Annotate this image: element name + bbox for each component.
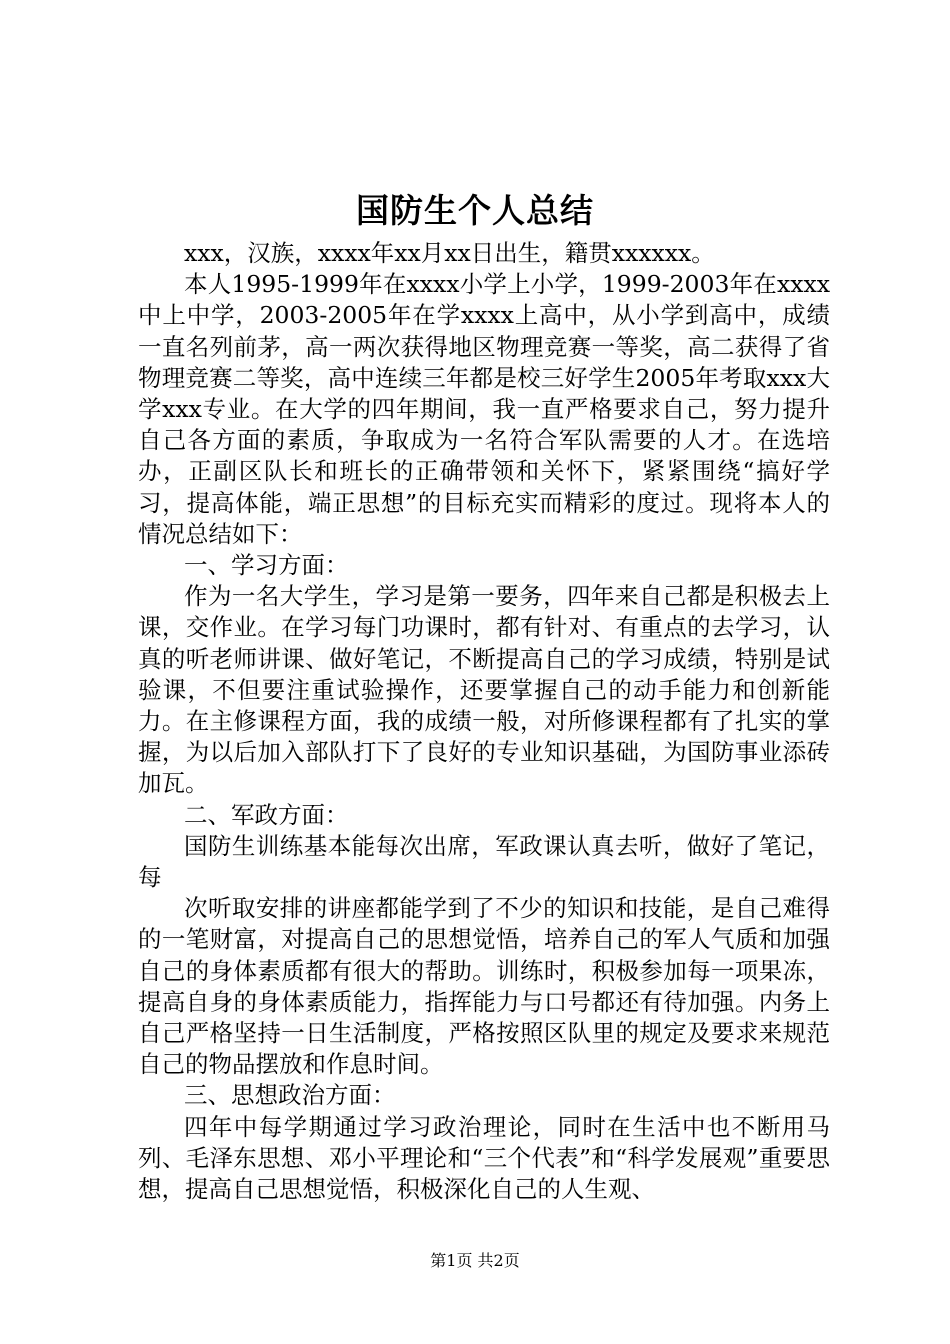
section-heading-politics: 三、思想政治方面： (184, 1081, 396, 1110)
paragraph-politics: 四年中每学期通过学习政治理论，同时在生活中也不断用马列、毛泽东思想、邓小平理论和“三个代表”和“科学发展观”重要思想，提高自己思想觉悟，积极深化自己的人生观、 (138, 1112, 830, 1204)
paragraph-study: 作为一名大学生，学习是第一要务，四年来自己都是积极去上课，交作业。在学习每门功课时，都有针对、有重点的去学习，认真的听老师讲课、做好笔记，不断提高自己的学习成绩，特别是试验课，不但要注重试验操作，还要掌握自己的动手能力和创新能力。在主修课程方面，我的成绩一般，对所修课程都有了扎实的掌握，为以后加入部队打下了良好的专业知识基础，为国防事业添砖加瓦。 (138, 582, 830, 798)
document-body (138, 238, 830, 1205)
paragraph-personal-info: xxx，汉族，xxxx年xx月xx日出生，籍贯xxxxxx。 (184, 239, 715, 267)
paragraph-military-part1: 国防生训练基本能每次出席，军政课认真去听，做好了笔记，每 (138, 831, 830, 892)
page-footer: 第1页 共2页 (430, 1251, 520, 1270)
section-heading-study: 一、学习方面： (184, 551, 349, 580)
paragraph-military-part2: 次听取安排的讲座都能学到了不少的知识和技能，是自己难得的一笔财富，对提高自己的思想觉悟，培养自己的军人气质和加强自己的身体素质都有很大的帮助。训练时，积极参加每一项果冻，提高自身的身体素质能力，指挥能力与口号都还有待加强。内务上自己严格坚持一日生活制度，严格按照区队里的规定及要求来规范自己的物品摆放和作息时间。 (138, 894, 830, 1079)
section-heading-military: 二、军政方面： (184, 800, 349, 829)
document-title: 国防生个人总结 (356, 191, 594, 230)
paragraph-education-history: 本人1995-1999年在xxxx小学上小学，1999-2003年在xxxx中上中学，2003-2005年在学xxxx上高中，从小学到高中，成绩一直名列前茅，高一两次获得地区物理竞赛一等奖，高二获得了省物理竞赛二等奖，高中连续三年都是校三好学生2005年考取xxx大学xxx专业。在大学的四年期间，我一直严格要求自己，努力提升自己各方面的素质，争取成为一名符合军队需要的人才。在选培办，正副区队长和班长的正确带领和关怀下，紧紧围绕“搞好学习，提高体能，端正思想”的目标充实而精彩的度过。现将本人的情况总结如下： (138, 270, 830, 548)
